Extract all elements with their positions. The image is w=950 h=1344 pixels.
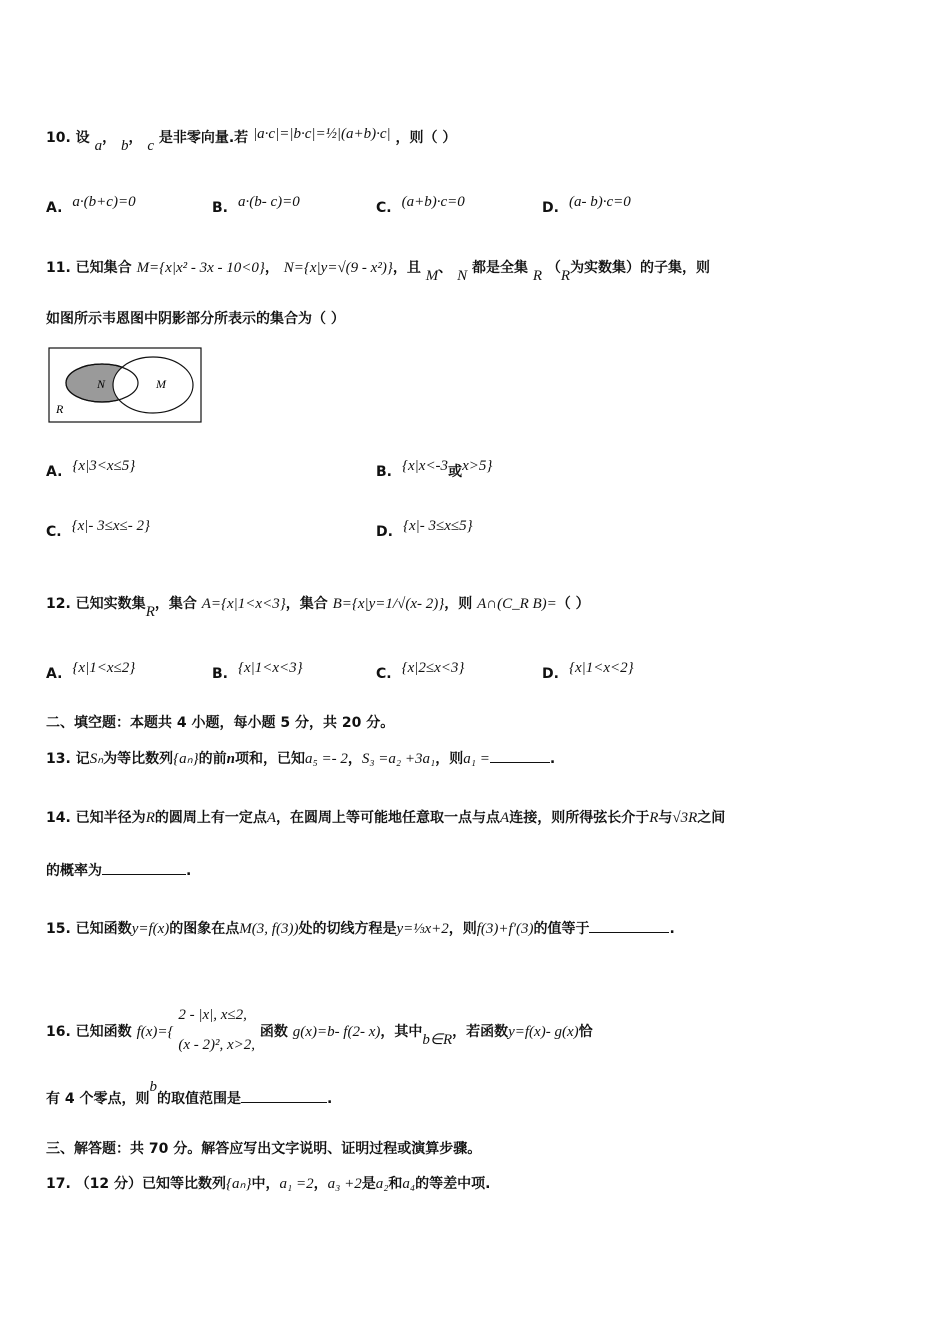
q14-text: 的圆周上有一定点 [154,810,267,826]
period: . [669,921,675,937]
var-r: R [649,810,659,826]
set-m-ellipse [113,357,193,413]
q13-s3: S₃ =a₂ +3a₁ [361,751,436,767]
q12-mid: ，集合 [154,596,197,612]
q11-mid2: 都是全集 [471,260,528,276]
q16-text: 恰 [578,1024,593,1040]
q16-y: y=f(x)- g(x) [508,1024,579,1040]
q14-line2 [46,860,191,881]
q12-option-d [542,660,634,684]
var-sn: Sₙ [89,751,104,767]
period: . [186,863,192,879]
q16-line2-text: 有 4 个零点，则 [46,1091,150,1107]
q12-mid3: ，则 [444,596,473,612]
q12-stem [46,594,590,620]
option-expr: {x|- 3≤x≤5} [402,518,473,534]
q12-tail: （ ） [556,596,590,612]
q16-fdef: f(x)={ [136,1024,174,1040]
label-m: M [156,377,166,391]
option-label: C. [376,200,392,216]
q15-text: ，则 [448,921,477,937]
var-b: b [149,1079,157,1095]
q14-text: ，在圆周上等可能地任意取一点与点 [276,810,501,826]
option-label: C. [46,524,62,540]
q16-g: g(x)=b- f(2- x) [292,1024,381,1040]
option-expr: {x|x<-3 [402,458,449,474]
q17-a3: a₃ +2 [327,1176,362,1192]
option-label: B. [376,464,392,480]
q11-number: 11. 已知集合 [46,260,132,276]
q13-text: 为等比数列 [103,751,174,767]
q11-line2: 如图所示韦恩图中阴影部分所表示的集合为（ ） [46,311,345,327]
option-expr: a·(b+c)=0 [72,194,136,210]
var-sqrt3r: √3R [672,810,698,826]
q10-option-c [376,194,465,218]
q16-text: ，若函数 [452,1024,509,1040]
q16-line2-text: 的取值范围是 [157,1091,241,1107]
option-label: C. [376,666,392,682]
var-an: {aₙ} [226,1176,252,1192]
q13-stem [46,748,555,769]
q13-a5: a₅ =- 2 [305,751,348,767]
q14-line2-text: 的概率为 [46,863,102,879]
option-label: B. [212,666,228,682]
q11-option-b [376,458,493,482]
q13-text: ，则 [435,751,464,767]
q16-text: 函数 [259,1024,288,1040]
q15-stem [46,918,675,939]
option-label: A. [46,666,63,682]
option-label: D. [376,524,393,540]
option-expr: (a- b)·c=0 [568,194,631,210]
option-expr: (a+b)·c=0 [401,194,465,210]
var-n: n [226,751,235,767]
q16-text: ，其中 [380,1024,423,1040]
q14-text: 与 [658,810,673,826]
q16-line2 [46,1079,333,1109]
q12-option-b [212,660,303,684]
sep: ， [102,130,117,146]
period: . [549,751,556,767]
q17-a2: a₂ [375,1176,389,1192]
q10-cond-text: 是非零向量.若 [158,130,249,146]
var-r: R [532,268,543,284]
set-b: B={x|y=1/√(x- 2)} [332,596,445,612]
set-a: A={x|1<x<3} [201,596,286,612]
answer-blank[interactable] [490,748,550,763]
q17-a1: a₁ =2 [279,1176,314,1192]
var-c: c [147,138,154,154]
var-b: b [120,138,129,154]
q14-stem [46,808,725,828]
q12-number: 12. 已知实数集 [46,596,146,612]
label-n: N [97,377,106,391]
q10-stem [46,126,457,154]
q17-text: 和 [388,1176,403,1192]
q15-expr: f(3)+f′(3) [476,921,534,937]
q10-formula: |a·c|=|b·c|=½|(a+b)·c| [253,126,391,142]
q14-text: 之间 [697,810,726,826]
var-a: a [94,138,103,154]
var-a: A [500,810,510,826]
q15-text: 的图象在点 [169,921,240,937]
q15-text: 处的切线方程是 [298,921,397,937]
q12-option-c [376,660,465,684]
q10-option-b [212,194,300,218]
q10-number: 10. 设 [46,130,90,146]
sep: ， [347,751,362,767]
var-m: M [425,268,439,284]
q15-tangent: y=⅓x+2 [396,921,449,937]
var-r: R [145,604,155,620]
q13-a1: a₁ = [463,751,490,767]
var-r: R [145,810,155,826]
q15-text: 的值等于 [533,921,590,937]
answer-blank[interactable] [589,918,669,933]
option-label: B. [212,200,228,216]
q11-option-c [46,518,150,542]
q16-b: b∈R [422,1032,453,1048]
sep: ， [264,260,279,276]
var-n: N [457,268,468,284]
q17-text: 中， [251,1176,280,1192]
q11-option-a [46,458,136,482]
option-expr: x>5} [462,458,493,474]
label-r: R [56,402,64,416]
q15-number: 15. 已知函数 [46,921,132,937]
q17-text: 的等差中项. [415,1176,491,1192]
q10-option-d [542,194,631,218]
sep: ， [128,130,143,146]
q12-expr: A∩(C_R B)= [477,596,557,612]
q17-a4: a₄ [402,1176,416,1192]
q13-text: 的前 [198,751,227,767]
q10-option-a [46,194,136,218]
q17-text: 是 [361,1176,376,1192]
section-3-heading: 三、解答题：共 70 分。解答应写出文字说明、证明过程或演算步骤。 [46,1141,482,1157]
q17-number: 17. （12 分）已知等比数列 [46,1176,227,1192]
set-n: N={x|y=√(9 - x²)} [283,260,393,276]
q14-text: 连接，则所得弦长介于 [509,810,650,826]
option-label: A. [46,464,63,480]
paren: （ [546,260,561,276]
q16-stem [46,1002,593,1062]
q11-mid3: 为实数集）的子集，则 [570,260,711,276]
option-expr: {x|2≤x<3} [401,660,465,676]
venn-diagram [48,347,202,423]
period: . [327,1091,333,1107]
option-label: D. [542,666,559,682]
q12-option-a [46,660,136,684]
q14-number: 14. 已知半径为 [46,810,146,826]
q16-case1: 2 - |x|, x≤2, [178,1007,247,1023]
option-expr: a·(b- c)=0 [238,194,300,210]
option-expr: {x|1<x<3} [238,660,303,676]
q12-mid2: ，集合 [285,596,328,612]
q11-mid: ，且 [392,260,421,276]
answer-blank[interactable] [241,1088,327,1103]
option-expr: {x|1<x≤2} [72,660,136,676]
q11-stem [46,258,711,284]
q10-tail: ，则（ ） [395,130,457,146]
sep: ， [313,1176,328,1192]
option-label: A. [46,200,63,216]
option-label: D. [542,200,559,216]
option-expr: {x|1<x<2} [568,660,634,676]
option-expr: {x|- 3≤x≤- 2} [71,518,150,534]
option-expr: {x|3<x≤5} [72,458,136,474]
q13-text: 项和，已知 [235,751,305,767]
q17-stem [46,1174,490,1194]
section-2-heading: 二、填空题：本题共 4 小题，每小题 5 分，共 20 分。 [46,715,395,731]
q13-number: 13. 记 [46,751,90,767]
set-m: M={x|x² - 3x - 10<0} [136,260,265,276]
q16-number: 16. 已知函数 [46,1024,132,1040]
q15-func: y=f(x) [131,921,170,937]
q16-cases [178,1000,255,1060]
sep: 、 [438,260,453,276]
answer-blank[interactable] [102,860,186,875]
q16-case2: (x - 2)², x>2, [178,1037,256,1053]
or-text: 或 [448,464,463,480]
q15-point: M(3, f(3)) [239,921,299,937]
q11-option-d [376,518,473,542]
var-a: A [266,810,277,826]
var-r: R [560,268,571,284]
var-an: {aₙ} [173,751,199,767]
